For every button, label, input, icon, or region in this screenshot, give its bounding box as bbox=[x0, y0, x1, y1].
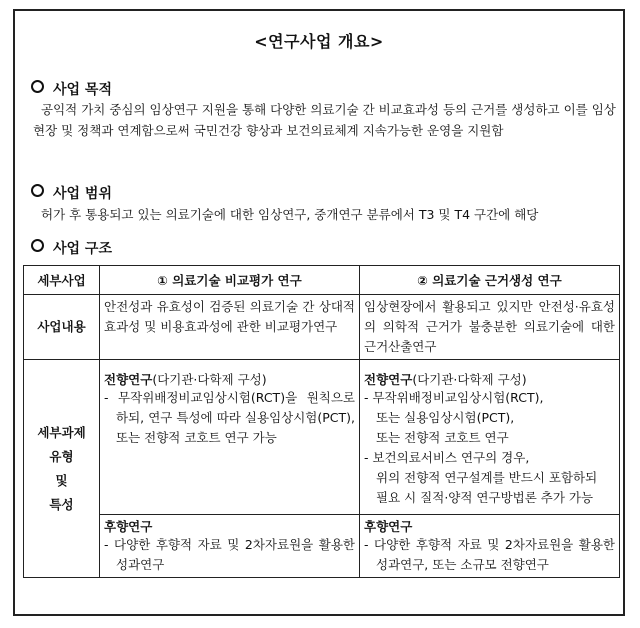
section-purpose-label: 사업 목적 bbox=[53, 82, 112, 98]
retrospective-bullet: - 다양한 후향적 자료 및 2차자료원을 활용한 성과연구, 또는 소규모 전향연구 bbox=[364, 537, 615, 572]
section-purpose-text: 공익적 가치 중심의 임상연구 지원을 통해 다양한 의료기술 간 비교효과성 등의 근거를 생성하고 이를 임상현장 및 정책과 연계함으로써 국민건강 향상과 보건의료체계 지속가능한 운영을 지원함 bbox=[33, 102, 616, 138]
prospective-title: 전향연구(다기관·다학제 구성) bbox=[364, 372, 527, 387]
table-row-retrospective bbox=[24, 515, 620, 578]
prospective-bullet-1: - 무작위배정비교임상시험(RCT), bbox=[364, 390, 544, 405]
cell-content-col1: 안전성과 유효성이 검증된 의료기술 간 상대적 효과성 및 비용효과성에 관한 비교평가연구 bbox=[100, 295, 360, 360]
row-label-type-line4: 특성 bbox=[49, 496, 74, 512]
table-header-row bbox=[24, 266, 620, 295]
prospective-bullet-1-line2: 또는 실용임상시험(PCT), bbox=[376, 410, 515, 425]
row-label-content: 사업내용 bbox=[24, 295, 100, 360]
header-subproject: 세부사업 bbox=[24, 266, 100, 295]
prospective-bullet-2-line2: 위의 전향적 연구설계를 반드시 포함하되 bbox=[376, 470, 598, 485]
cell-content-col2: 임상현장에서 활용되고 있지만 안전성·유효성의 의학적 근거가 불충분한 의료기술에 대한 근거산출연구 bbox=[360, 295, 620, 360]
retrospective-title: 후향연구 bbox=[364, 519, 413, 534]
row-label-type-line2: 유형 bbox=[49, 448, 74, 464]
section-scope-heading bbox=[31, 183, 112, 203]
table-row-prospective bbox=[24, 360, 620, 515]
section-structure-label: 사업 구조 bbox=[53, 241, 112, 257]
row-label-type-line1: 세부과제 bbox=[37, 424, 86, 440]
prospective-bullet-2-line3: 필요 시 질적·양적 연구방법론 추가 가능 bbox=[376, 490, 594, 505]
retrospective-bullet: - 다양한 후향적 자료 및 2차자료원을 활용한 성과연구 bbox=[104, 537, 355, 572]
header-col2: ② 의료기술 근거생성 연구 bbox=[360, 266, 620, 295]
prospective-bullet: - 무작위배정비교임상시험(RCT)을 원칙으로 하되, 연구 특성에 따라 실용임상시험(PCT), 또는 전향적 코호트 연구 가능 bbox=[104, 390, 355, 445]
cell-retrospective-col1 bbox=[100, 515, 360, 578]
section-purpose-heading bbox=[31, 79, 112, 99]
section-scope-text: 허가 후 통용되고 있는 의료기술에 대한 임상연구, 중개연구 분류에서 T3 및 T4 구간에 해당 bbox=[41, 207, 539, 222]
section-scope-label: 사업 범위 bbox=[53, 186, 112, 202]
cell-prospective-col1 bbox=[100, 360, 360, 515]
page-title: <연구사업 개요> bbox=[254, 32, 384, 51]
prospective-bullet-2: - 보건의료서비스 연구의 경우, bbox=[364, 450, 530, 465]
retrospective-title: 후향연구 bbox=[104, 519, 153, 534]
overview-box bbox=[13, 9, 625, 616]
row-label-type bbox=[24, 360, 100, 578]
structure-table bbox=[23, 265, 620, 578]
prospective-bullet-1-line3: 또는 전향적 코호트 연구 bbox=[376, 430, 509, 445]
circle-bullet-icon bbox=[31, 184, 44, 197]
circle-bullet-icon bbox=[31, 239, 44, 252]
cell-retrospective-col2 bbox=[360, 515, 620, 578]
row-label-type-line3: 및 bbox=[55, 472, 68, 488]
table-row-content bbox=[24, 295, 620, 360]
section-structure-heading bbox=[31, 238, 112, 258]
cell-prospective-col2 bbox=[360, 360, 620, 515]
circle-bullet-icon bbox=[31, 80, 44, 93]
header-col1: ① 의료기술 비교평가 연구 bbox=[100, 266, 360, 295]
prospective-title: 전향연구(다기관·다학제 구성) bbox=[104, 372, 267, 387]
